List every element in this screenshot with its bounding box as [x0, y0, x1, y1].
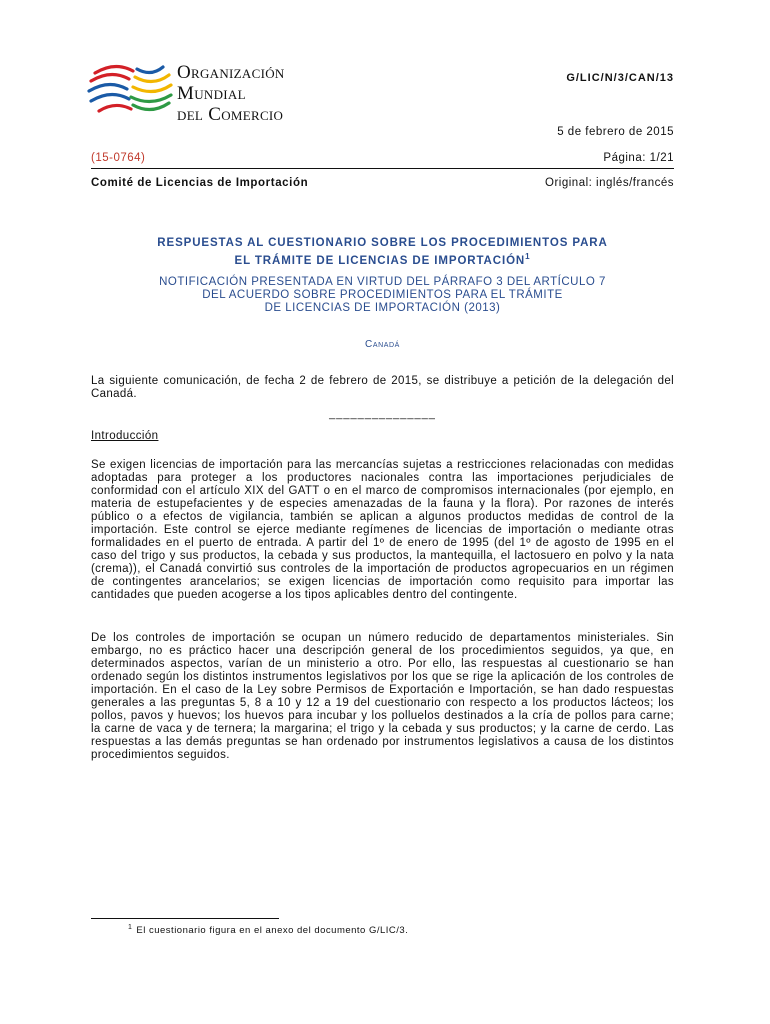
subtitle-line2: DEL ACUERDO SOBRE PROCEDIMIENTOS PARA EL TRÁMITE [202, 289, 563, 301]
committee-name: Comité de Licencias de Importación [91, 177, 309, 189]
footnote-text: El cuestionario figura en el anexo del documento G/LIC/3. [136, 925, 409, 937]
org-name-line1: Organización [177, 62, 285, 83]
original-language: Original: inglés/francés [545, 177, 674, 189]
logo-arc-blue-2 [91, 94, 129, 101]
body-paragraph-1: Se exigen licencias de importación para las mercancías sujetas a restricciones relacionadas con medidas adoptadas para proteger a los productores nacionales contra las importaciones perjudiciales de conformidad con el artículo XIX del GATT o en el marco de compromisos internacionales (por ejemplo, en materia de estupefacientes y de especies amenazadas de la fauna y la flora). Por razones de interés público o a efectos de vigilancia, también se aplican a algunos productos medidas de control de la importación. Este control se ejerce mediante regímenes de licencias de importación o mediante otras formalidades en el puerto de entrada. A partir del 1º de enero de 1995 (del 1º de agosto de 1995 en el caso del trigo y sus productos, la cebada y sus productos, la mantequilla, el lactosuero en polvo y la nata (crema)), el Canadá convirtió sus controles de la importación de productos agropecuarios en un régimen de contingentes arancelarios; se exigen licencias de importación como requisito para importar las cantidades que pueden acogerse a los tipos aplicables dentro del contingente. [91, 459, 674, 601]
title-footnote-mark: 1 [525, 252, 531, 261]
logo-arc-green [133, 103, 169, 110]
document-date: 5 de febrero de 2015 [557, 126, 674, 138]
page-number: Página: 1/21 [603, 152, 674, 164]
header-rule [91, 168, 674, 169]
footnote-rule [91, 918, 279, 919]
logo-arc-blue-3 [137, 67, 163, 73]
title-line2-text: EL TRÁMITE DE LICENCIAS DE IMPORTACIÓN [234, 254, 526, 267]
logo-arc-yellow [133, 85, 171, 92]
document-symbol: G/LIC/N/3/CAN/13 [566, 72, 674, 84]
logo-arc-green-2 [131, 95, 171, 102]
wto-logo [85, 57, 175, 127]
footnote [128, 924, 408, 936]
logo-arc-red-2 [91, 74, 129, 81]
subtitle-line1: NOTIFICACIÓN PRESENTADA EN VIRTUD DEL PÁRRAFO 3 DEL ARTÍCULO 7 [159, 276, 606, 288]
document-subtitle [91, 276, 674, 315]
logo-arc-red-3 [99, 105, 131, 111]
logo-arc-blue [89, 84, 127, 91]
section-heading: Introducción [91, 430, 159, 442]
separator-line: _______________ [329, 408, 436, 420]
org-name-line3: del Comercio [177, 104, 284, 125]
country-heading: Canadá [365, 339, 400, 350]
subtitle-line3: DE LICENCIAS DE IMPORTACIÓN (2013) [264, 302, 501, 314]
organization-name [177, 62, 285, 125]
org-name-line2: Mundial [177, 83, 246, 104]
document-title [91, 236, 674, 268]
logo-arc-red [95, 66, 133, 73]
footnote-mark: 1 [128, 924, 133, 931]
logo-arc-yellow-2 [135, 75, 169, 82]
reference-number: (15-0764) [91, 152, 146, 164]
title-line2 [91, 250, 674, 268]
intro-paragraph: La siguiente comunicación, de fecha 2 de febrero de 2015, se distribuye a petición de la delegación del Canadá. [91, 375, 674, 400]
body-paragraph-2: De los controles de importación se ocupan un número reducido de departamentos ministeriales. Sin embargo, no es práctico hacer una descripción general de los procedimientos seguidos, ya que, en determinados aspectos, varían de un ministerio a otro. Por ello, las respuestas al cuestionario se han ordenado según los distintos instrumentos legislativos por los que se rige la aplicación de los controles de importación. En el caso de la Ley sobre Permisos de Exportación e Importación, se han dado respuestas generales a las preguntas 5, 8 a 10 y 12 a 19 del cuestionario con respecto a los productos lácteos; los pollos, pavos y huevos; los huevos para incubar y los polluelos destinados a la cría de pollos para carne; la carne de vaca y de ternera; la margarina; el trigo y la cebada y sus productos; y la carne de cerdo. Las respuestas a las demás preguntas se han ordenado por instrumentos legislativos a causa de los distintos procedimientos seguidos. [91, 632, 674, 761]
title-line1: RESPUESTAS AL CUESTIONARIO SOBRE LOS PROCEDIMIENTOS PARA [157, 237, 608, 249]
